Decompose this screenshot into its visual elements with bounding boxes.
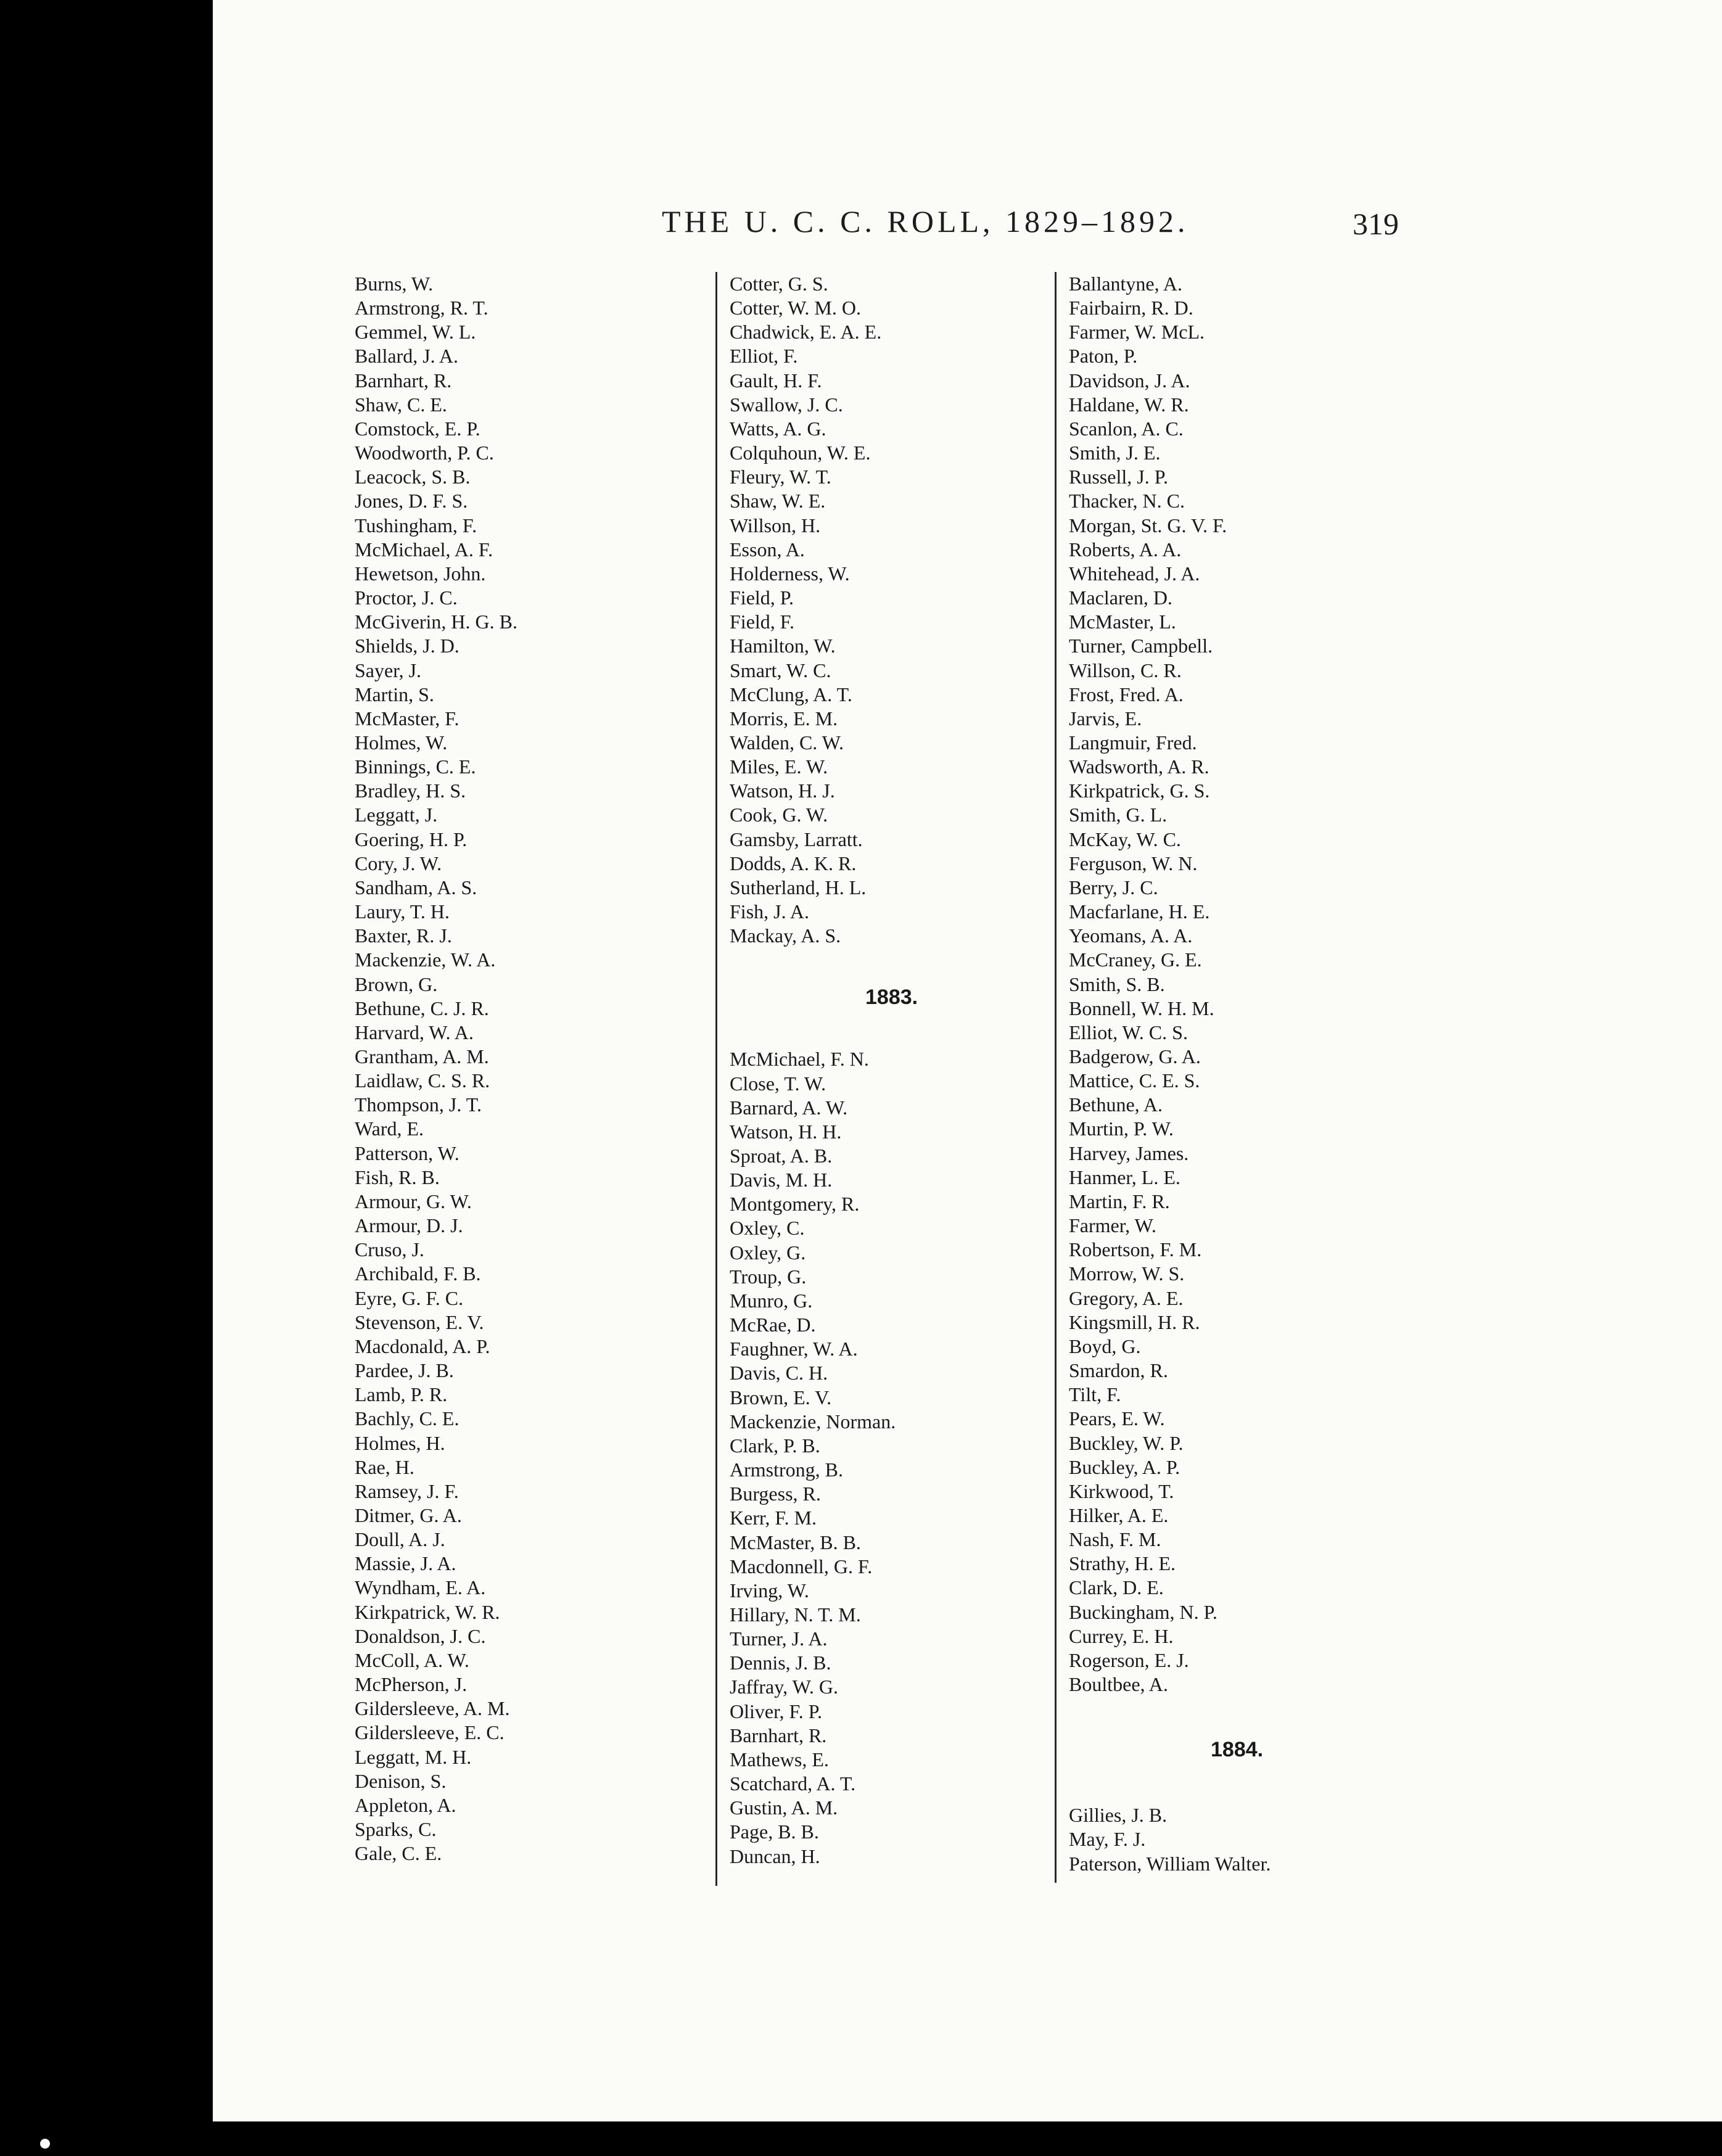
list-item: Troup, G. [730,1265,807,1288]
list-item: Nash, F. M. [1069,1528,1161,1551]
list-item: Hillary, N. T. M. [730,1603,861,1626]
list-item: Bethune, C. J. R. [355,997,489,1019]
list-item: Proctor, J. C. [355,586,458,609]
list-item: Dodds, A. K. R. [730,852,857,874]
list-item: Barnard, A. W. [730,1096,848,1119]
list-item: Mackenzie, Norman. [730,1410,896,1433]
list-item: Kirkwood, T. [1069,1479,1174,1502]
list-item: Currey, E. H. [1069,1624,1174,1647]
list-item: Mattice, C. E. S. [1069,1069,1200,1092]
list-item: Farmer, W. McL. [1069,321,1205,344]
list-item: Appleton, A. [355,1793,456,1816]
list-item: Walden, C. W. [730,731,844,754]
list-item: Frost, Fred. A. [1069,683,1184,706]
list-item: Ballantyne, A. [1069,273,1182,295]
list-item: Duncan, H. [730,1845,820,1867]
list-item: Bethune, A. [1069,1093,1163,1116]
list-item: Miles, E. W. [730,755,828,778]
list-item: Scanlon, A. C. [1069,417,1184,440]
list-item: Mackenzie, W. A. [355,948,496,971]
list-item: Thacker, N. C. [1069,490,1185,512]
list-item: Gault, H. F. [730,369,822,392]
list-item: Brown, E. V. [730,1386,832,1409]
list-item: Smart, W. C. [730,659,831,681]
list-item: Faughner, W. A. [730,1338,858,1360]
list-item: Barnhart, R. [355,369,452,392]
list-item: Smardon, R. [1069,1359,1168,1382]
list-item: Kirkpatrick, G. S. [1069,780,1210,802]
list-item: Hamilton, W. [730,635,836,657]
list-item: Boultbee, A. [1069,1673,1168,1696]
list-item: Jarvis, E. [1069,707,1142,730]
list-item: Fish, R. B. [355,1166,440,1188]
list-item: Paterson, William Walter. [1069,1852,1271,1875]
name-column-2 [715,272,1075,1886]
list-item: Gale, C. E. [355,1842,442,1865]
list-item: Woodworth, P. C. [355,442,494,464]
page-header [213,204,1722,253]
list-item: Page, B. B. [730,1821,819,1843]
list-item: Cotter, G. S. [730,273,828,295]
list-item: Elliot, F. [730,345,798,368]
list-item: McClung, A. T. [730,683,852,706]
list-item: Smith, G. L. [1069,804,1168,826]
list-item: Swallow, J. C. [730,393,843,416]
list-item: Maclaren, D. [1069,586,1172,609]
list-item: Willson, H. [730,514,821,537]
list-item: Cook, G. W. [730,804,828,826]
list-item: Armour, G. W. [355,1190,472,1212]
list-item: Macdonald, A. P. [355,1335,490,1357]
list-item: Gemmel, W. L. [355,321,476,344]
list-item: Stevenson, E. V. [355,1310,484,1333]
list-item: Ditmer, G. A. [355,1504,462,1526]
list-item: Munro, G. [730,1289,813,1312]
list-item: Mackay, A. S. [730,924,841,947]
list-item: Roberts, A. A. [1069,538,1182,561]
list-item: Davis, M. H. [730,1169,833,1191]
list-item: Morris, E. M. [730,707,838,730]
list-item: McCraney, G. E. [1069,948,1202,971]
list-item: McMaster, B. B. [730,1531,861,1553]
list-item: Laury, T. H. [355,900,450,923]
list-item: Fleury, W. T. [730,466,831,488]
list-item: Paton, P. [1069,345,1138,368]
list-item: Rogerson, E. J. [1069,1648,1189,1671]
list-item: Bonnell, W. H. M. [1069,997,1214,1019]
list-item: McRae, D. [730,1314,816,1336]
list-item: Martin, F. R. [1069,1190,1170,1212]
list-item: McMaster, F. [355,707,459,730]
list-item: Shields, J. D. [355,635,459,657]
list-item: Mathews, E. [730,1748,829,1771]
list-item: Langmuir, Fred. [1069,731,1197,754]
list-item: Field, F. [730,611,795,633]
list-item: Close, T. W. [730,1072,826,1095]
list-item: Yeomans, A. A. [1069,924,1193,947]
list-item: Jaffray, W. G. [730,1676,838,1698]
list-item: Jones, D. F. S. [355,490,468,512]
list-item: Buckley, W. P. [1069,1431,1184,1454]
list-item: Montgomery, R. [730,1193,860,1216]
list-item: McKay, W. C. [1069,828,1181,850]
list-item: Cory, J. W. [355,852,442,874]
list-item: Watts, A. G. [730,417,826,440]
list-item: Willson, C. R. [1069,659,1182,681]
list-item: Kingsmill, H. R. [1069,1310,1200,1333]
list-item: Oxley, G. [730,1241,806,1264]
list-item: Sutherland, H. L. [730,876,867,899]
list-item: Robertson, F. M. [1069,1238,1202,1261]
list-item: Kerr, F. M. [730,1507,817,1529]
list-item: Scatchard, A. T. [730,1772,856,1795]
list-item: Armour, D. J. [355,1214,463,1237]
list-item: Holderness, W. [730,562,850,585]
list-item: Macdonnell, G. F. [730,1555,873,1578]
list-item: Patterson, W. [355,1142,459,1164]
list-item: Burgess, R. [730,1483,821,1505]
list-item: Esson, A. [730,538,805,561]
list-item: Cotter, W. M. O. [730,297,861,319]
list-item: Fish, J. A. [730,900,809,923]
list-item: McMichael, A. F. [355,538,493,561]
list-item: McColl, A. W. [355,1648,469,1671]
list-item: Holmes, H. [355,1431,445,1454]
list-item: Bachly, C. E. [355,1407,459,1430]
list-item: Watson, H. H. [730,1120,842,1143]
page-number: 319 [1353,207,1399,241]
list-item: Gildersleeve, E. C. [355,1721,505,1744]
list-item: Oxley, C. [730,1217,805,1240]
list-item: Leggatt, M. H. [355,1745,472,1768]
running-title: THE U. C. C. ROLL, 1829–1892. [662,204,1189,239]
list-item: McPherson, J. [355,1673,468,1696]
list-item: Hewetson, John. [355,562,486,585]
list-item: Harvey, James. [1069,1142,1189,1164]
list-item: Hilker, A. E. [1069,1504,1169,1526]
list-item: Shaw, C. E. [355,393,447,416]
list-item: May, F. J. [1069,1828,1146,1851]
list-item: Pears, E. W. [1069,1407,1165,1430]
list-item: Goering, H. P. [355,828,468,850]
list-item: Gildersleeve, A. M. [355,1697,510,1720]
list-item: Macfarlane, H. E. [1069,900,1210,923]
list-item: Turner, J. A. [730,1627,828,1650]
list-item: Fairbairn, R. D. [1069,297,1193,319]
list-item: Smith, S. B. [1069,973,1165,995]
list-item: Clark, P. B. [730,1434,820,1457]
list-item: Brown, G. [355,973,438,995]
list-item: Wadsworth, A. R. [1069,755,1209,778]
list-item: McGiverin, H. G. B. [355,611,517,633]
list-item: Badgerow, G. A. [1069,1045,1201,1068]
list-item: Massie, J. A. [355,1552,456,1575]
list-item: Elliot, W. C. S. [1069,1021,1188,1043]
year-heading-1884: 1884. [1211,1738,1264,1762]
list-item: McMichael, F. N. [730,1048,869,1071]
list-item: Tilt, F. [1069,1383,1121,1406]
list-item: Oliver, F. P. [730,1700,822,1722]
list-item: Comstock, E. P. [355,417,480,440]
list-item: Denison, S. [355,1769,447,1792]
list-item: Cruso, J. [355,1238,424,1261]
list-item: Holmes, W. [355,731,448,754]
document-page [213,0,1722,2121]
list-item: Murtin, P. W. [1069,1117,1174,1140]
list-item: Dennis, J. B. [730,1652,831,1674]
list-item: Ferguson, W. N. [1069,852,1198,874]
list-item: Buckingham, N. P. [1069,1600,1217,1623]
list-item: Eyre, G. F. C. [355,1286,464,1309]
list-item: Colquhoun, W. E. [730,442,871,464]
list-item: Harvard, W. A. [355,1021,474,1043]
list-item: Chadwick, E. A. E. [730,321,882,344]
list-item: Sparks, C. [355,1818,437,1840]
list-item: Tushingham, F. [355,514,477,537]
list-item: Burns, W. [355,273,434,295]
list-item: Donaldson, J. C. [355,1624,486,1647]
list-item: McMaster, L. [1069,611,1176,633]
scan-speck [40,2139,50,2149]
list-item: Berry, J. C. [1069,876,1158,899]
list-item: Sandham, A. S. [355,876,477,899]
name-column-1 [355,272,700,1866]
list-item: Hanmer, L. E. [1069,1166,1180,1188]
list-item: Wyndham, E. A. [355,1576,486,1599]
list-item: Barnhart, R. [730,1724,827,1747]
list-item: Ramsey, J. F. [355,1479,459,1502]
list-item: Thompson, J. T. [355,1093,482,1116]
list-item: Leacock, S. B. [355,466,471,488]
list-item: Ballard, J. A. [355,345,458,368]
list-item: Sproat, A. B. [730,1145,833,1167]
list-item: Grantham, A. M. [355,1045,489,1068]
list-item: Binnings, C. E. [355,755,476,778]
list-item: Leggatt, J. [355,804,438,826]
list-item: Ward, E. [355,1117,424,1140]
list-item: Boyd, G. [1069,1335,1141,1357]
list-item: Haldane, W. R. [1069,393,1189,416]
list-item: Whitehead, J. A. [1069,562,1200,585]
list-item: Gillies, J. B. [1069,1804,1168,1827]
list-item: Armstrong, B. [730,1459,843,1481]
list-item: Davidson, J. A. [1069,369,1190,392]
list-item: Gustin, A. M. [730,1796,838,1819]
list-item: Russell, J. P. [1069,466,1168,488]
list-item: Davis, C. H. [730,1362,828,1385]
list-item: Field, P. [730,586,794,609]
list-item: Farmer, W. [1069,1214,1156,1237]
list-item: Morgan, St. G. V. F. [1069,514,1227,537]
list-item: Laidlaw, C. S. R. [355,1069,490,1092]
list-item: Clark, D. E. [1069,1576,1164,1599]
list-item: Pardee, J. B. [355,1359,454,1382]
list-item: Sayer, J. [355,659,422,681]
list-item: Kirkpatrick, W. R. [355,1600,500,1623]
list-item: Lamb, P. R. [355,1383,448,1406]
name-column-3 [1055,272,1414,1883]
list-item: Turner, Campbell. [1069,635,1213,657]
list-item: Gregory, A. E. [1069,1286,1184,1309]
list-item: Morrow, W. S. [1069,1262,1185,1285]
list-item: Shaw, W. E. [730,490,826,512]
list-item: Watson, H. J. [730,780,835,802]
list-item: Armstrong, R. T. [355,297,488,319]
list-item: Irving, W. [730,1579,809,1602]
list-item: Archibald, F. B. [355,1262,481,1285]
list-item: Baxter, R. J. [355,924,452,947]
list-item: Gamsby, Larratt. [730,828,863,850]
list-item: Rae, H. [355,1455,414,1478]
list-item: Martin, S. [355,683,434,706]
list-item: Smith, J. E. [1069,442,1161,464]
year-heading-1883: 1883. [865,985,918,1010]
list-item: Doull, A. J. [355,1528,445,1551]
list-item: Bradley, H. S. [355,780,466,802]
list-item: Buckley, A. P. [1069,1455,1180,1478]
list-item: Strathy, H. E. [1069,1552,1176,1575]
